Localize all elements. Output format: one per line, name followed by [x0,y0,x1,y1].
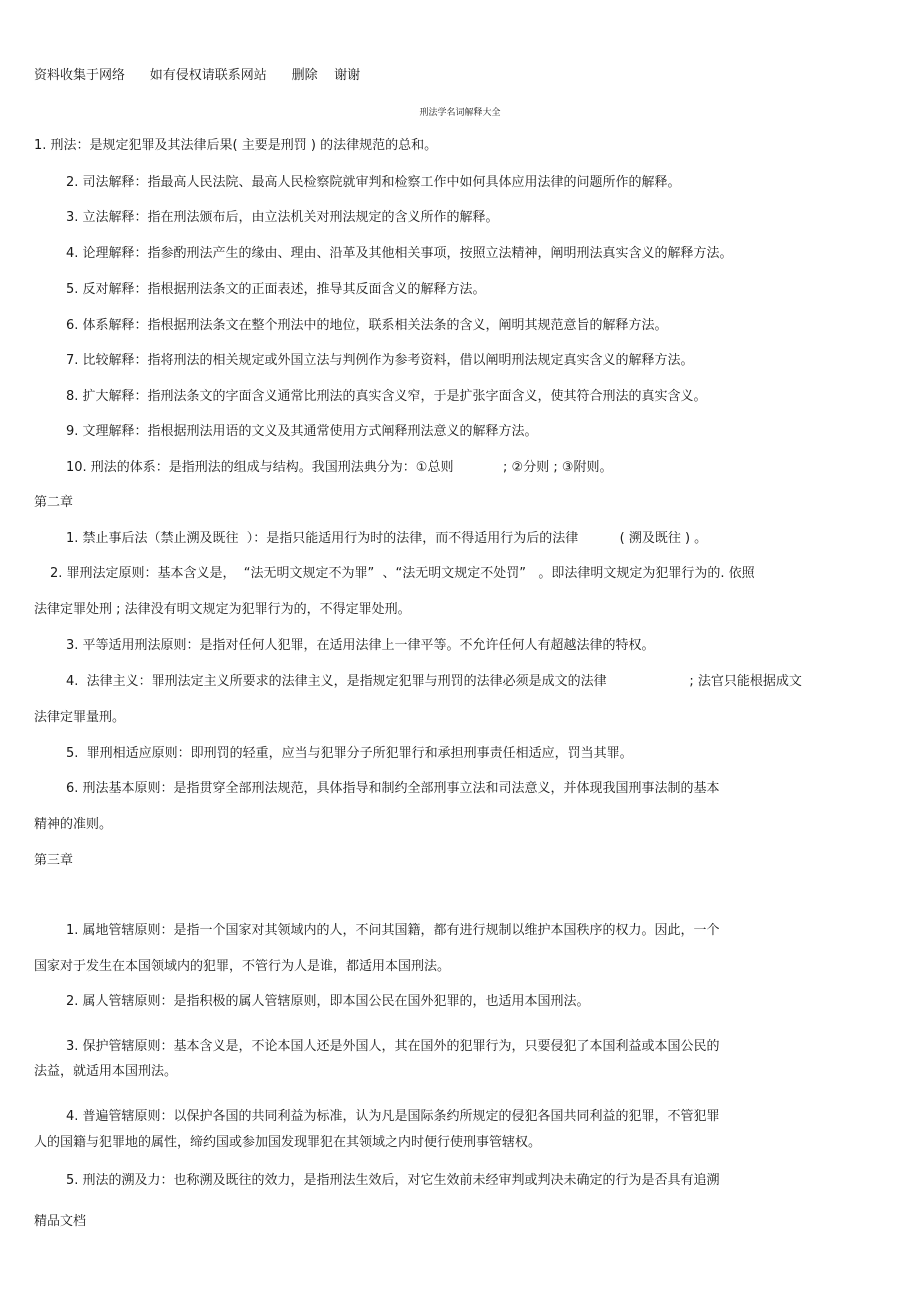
paragraph-line: 5. 罪刑相适应原则：即刑罚的轻重，应当与犯罪分子所犯罪行和承担刑事责任相适应，罚当其罪。 [66,746,633,761]
paragraph-line: 法律定罪处刑 ; 法律没有明文规定为犯罪行为的，不得定罪处刑。 [34,602,411,617]
paragraph-line: 6. 刑法基本原则：是指贯穿全部刑法规范，具体指导和制约全部刑事立法和司法意义，并体现我国刑事法制的基本 [66,781,720,796]
document-title: 刑法学名词解释大全 [419,108,501,118]
paragraph-line: 3. 平等适用刑法原则：是指对任何人犯罪，在适用法律上一律平等。不允许任何人有超越法律的特权。 [66,638,655,653]
chapter-heading: 第二章 [34,495,74,510]
paragraph-line: 国家对于发生在本国领域内的犯罪，不管行为人是谁，都适用本国刑法。 [34,959,451,974]
page-header: 资料收集于网络 如有侵权请联系网站 删除 谢谢 [34,68,361,83]
paragraph-line: 6. 体系解释：指根据刑法条文在整个刑法中的地位，联系相关法条的含义，阐明其规范意旨的解释方法。 [66,318,668,333]
paragraph-line: 2. 属人管辖原则：是指积极的属人管辖原则，即本国公民在国外犯罪的，也适用本国刑法。 [66,994,590,1009]
paragraph-line: 1. 属地管辖原则：是指一个国家对其领域内的人，不问其国籍，都有进行规制以维护本国秩序的权力。因此，一个 [66,923,720,938]
paragraph-line: 5. 刑法的溯及力：也称溯及既往的效力，是指刑法生效后，对它生效前未经审判或判决未确定的行为是否具有追溯 [66,1173,720,1188]
paragraph-line: 5. 反对解释：指根据刑法条文的正面表述，推导其反面含义的解释方法。 [66,282,486,297]
paragraph-line: 人的国籍与犯罪地的属性，缔约国或参加国发现罪犯在其领域之内时便行使刑事管辖权。 [34,1135,542,1150]
chapter-heading: 第三章 [34,853,74,868]
page-footer: 精品文档 [34,1214,87,1229]
paragraph-line: 9. 文理解释：指根据刑法用语的文义及其通常使用方式阐释刑法意义的解释方法。 [66,424,538,439]
paragraph-line: 2. 罪刑法定原则：基本含义是， “法无明文规定不为罪” 、“法无明文规定不处罚” 。即法律明文规定为犯罪行为的. 依照 [50,566,755,581]
paragraph-line: 10. 刑法的体系：是指刑法的组成与结构。我国刑法典分为：①总则 ; ②分则 ; ③附则。 [66,460,613,475]
paragraph-line: 3. 立法解释：指在刑法颁布后，由立法机关对刑法规定的含义所作的解释。 [66,210,499,225]
paragraph-line: 8. 扩大解释：指刑法条文的字面含义通常比刑法的真实含义窄，于是扩张字面含义，使其符合刑法的真实含义。 [66,389,707,404]
paragraph-line: 4. 法律主义：罪刑法定主义所要求的法律主义，是指规定犯罪与刑罚的法律必须是成文的法律 ; 法官只能根据成文 [66,674,802,689]
paragraph-line: 4. 论理解释：指参酌刑法产生的缘由、理由、沿革及其他相关事项，按照立法精神，阐明刑法真实含义的解释方法。 [66,246,733,261]
paragraph-line: 2. 司法解释：指最高人民法院、最高人民检察院就审判和检察工作中如何具体应用法律的问题所作的解释。 [66,175,681,190]
paragraph-line: 精神的准则。 [34,817,113,832]
paragraph-line: 3. 保护管辖原则：基本含义是，不论本国人还是外国人，其在国外的犯罪行为，只要侵犯了本国利益或本国公民的 [66,1039,720,1054]
paragraph-line: 1. 禁止事后法（禁止溯及既往 ）：是指只能适用行为时的法律，而不得适用行为后的法律 ( 溯及既往 ) 。 [66,531,708,546]
paragraph-line: 法律定罪量刑。 [34,710,126,725]
paragraph-line: 4. 普遍管辖原则：以保护各国的共同利益为标准，认为凡是国际条约所规定的侵犯各国共同利益的犯罪，不管犯罪 [66,1109,720,1124]
paragraph-line: 1. 刑法：是规定犯罪及其法律后果( 主要是刑罚 ) 的法律规范的总和。 [34,138,438,153]
paragraph-line: 法益，就适用本国刑法。 [34,1064,178,1079]
paragraph-line: 7. 比较解释：指将刑法的相关规定或外国立法与判例作为参考资料，借以阐明刑法规定真实含义的解释方法。 [66,353,694,368]
